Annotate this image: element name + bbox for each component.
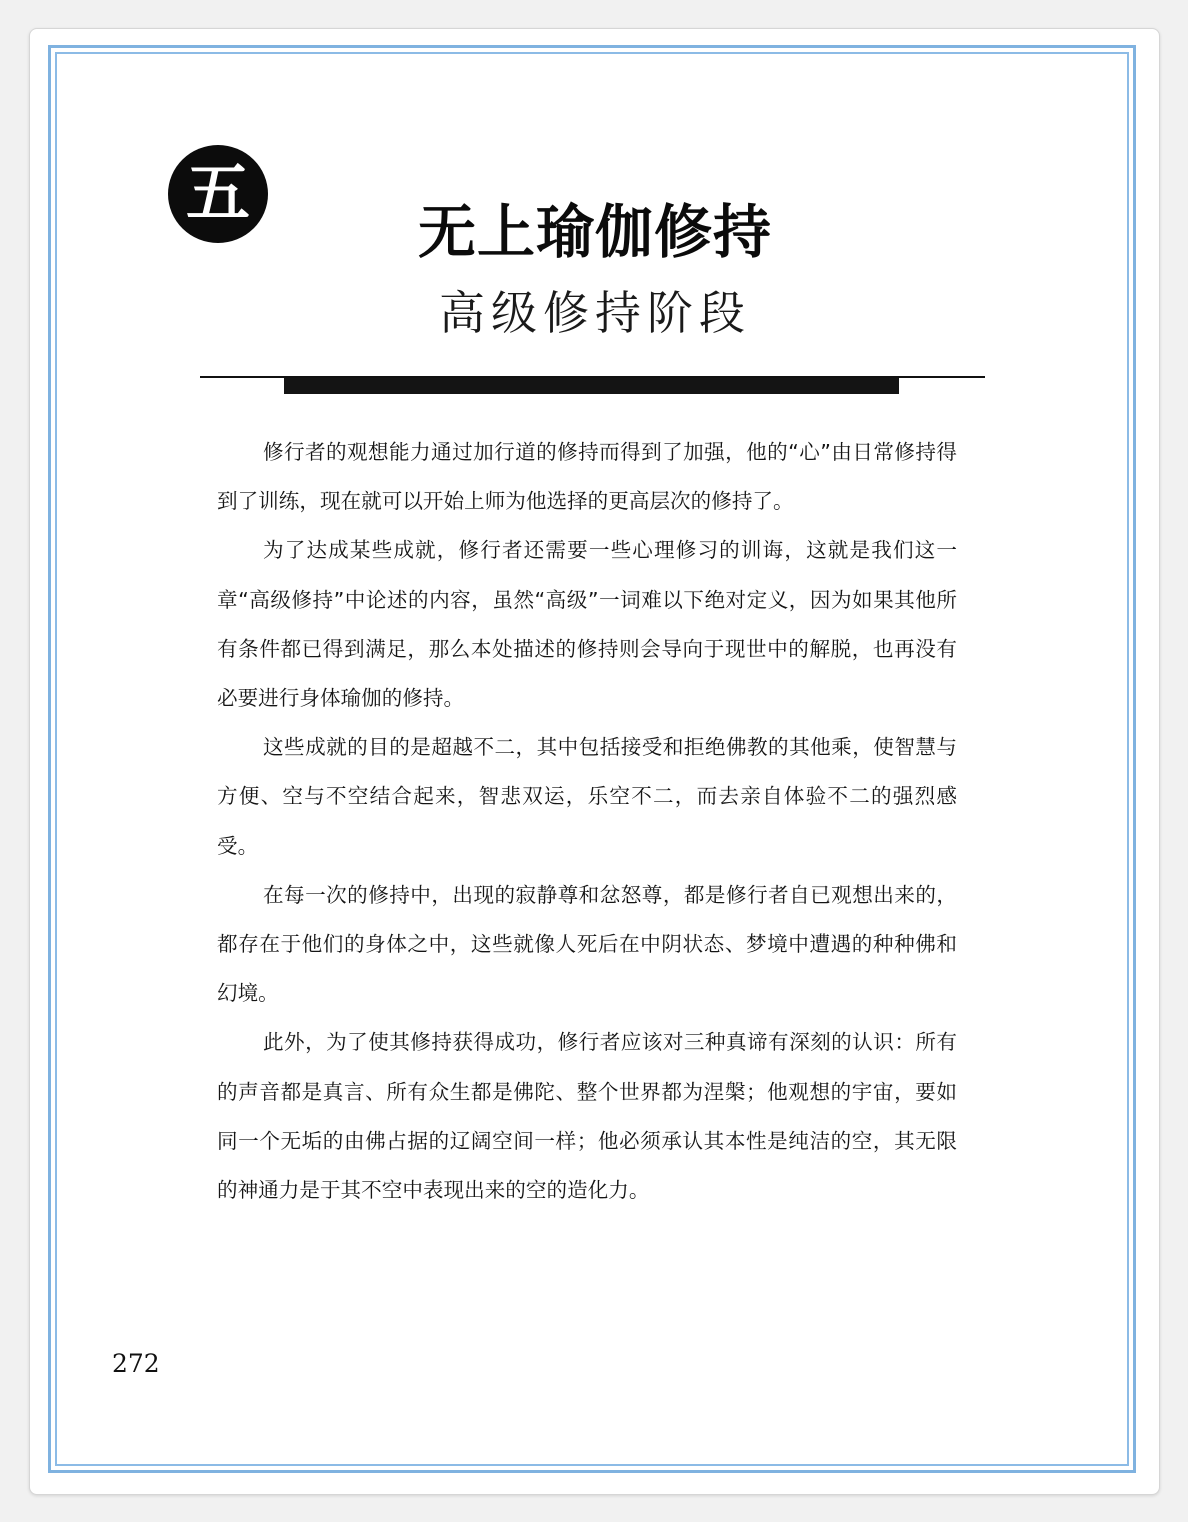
paragraph-5: 此外，为了使其修持获得成功，修行者应该对三种真谛有深刻的认识：所有的声音都是真言、所有众生都是佛陀、整个世界都为涅槃；他观想的宇宙，要如同一个无垢的由佛占据的辽阔空间一样；他必须承认其本性是纯洁的空，其无限的神通力是于其不空中表现出来的空的造化力。	[217, 1030, 957, 1203]
paragraph-1: 修行者的观想能力通过加行道的修持而得到了加强，他的“心”由日常修持得到了训练，现在就可以开始上师为他选择的更高层次的修持了。	[217, 440, 957, 514]
body-text	[217, 428, 957, 1215]
page-number: 272	[112, 1349, 160, 1378]
title-rule-thick	[284, 378, 899, 394]
paragraph-4: 在每一次的修持中，出现的寂静尊和忿怒尊，都是修行者自已观想出来的，都存在于他们的身体之中，这些就像人死后在中阴状态、梦境中遭遇的种种佛和幻境。	[217, 882, 957, 1006]
paragraph-2: 为了达成某些成就，修行者还需要一些心理修习的训诲，这就是我们这一章“高级修持”中论述的内容，虽然“高级”一词难以下绝对定义，因为如果其他所有条件都已得到满足，那么本处描述的修持则会导向于现世中的解脱，也再没有必要进行身体瑜伽的修持。	[217, 538, 957, 711]
chapter-subtitle: 高级修持阶段	[439, 286, 751, 340]
paragraph-3: 这些成就的目的是超越不二，其中包括接受和拒绝佛教的其他乘，使智慧与方便、空与不空结合起来，智悲双运，乐空不二，而去亲自体验不二的强烈感受。	[217, 735, 957, 858]
chapter-number-badge: 五	[168, 145, 268, 243]
chapter-title: 无上瑜伽修持	[417, 198, 772, 266]
